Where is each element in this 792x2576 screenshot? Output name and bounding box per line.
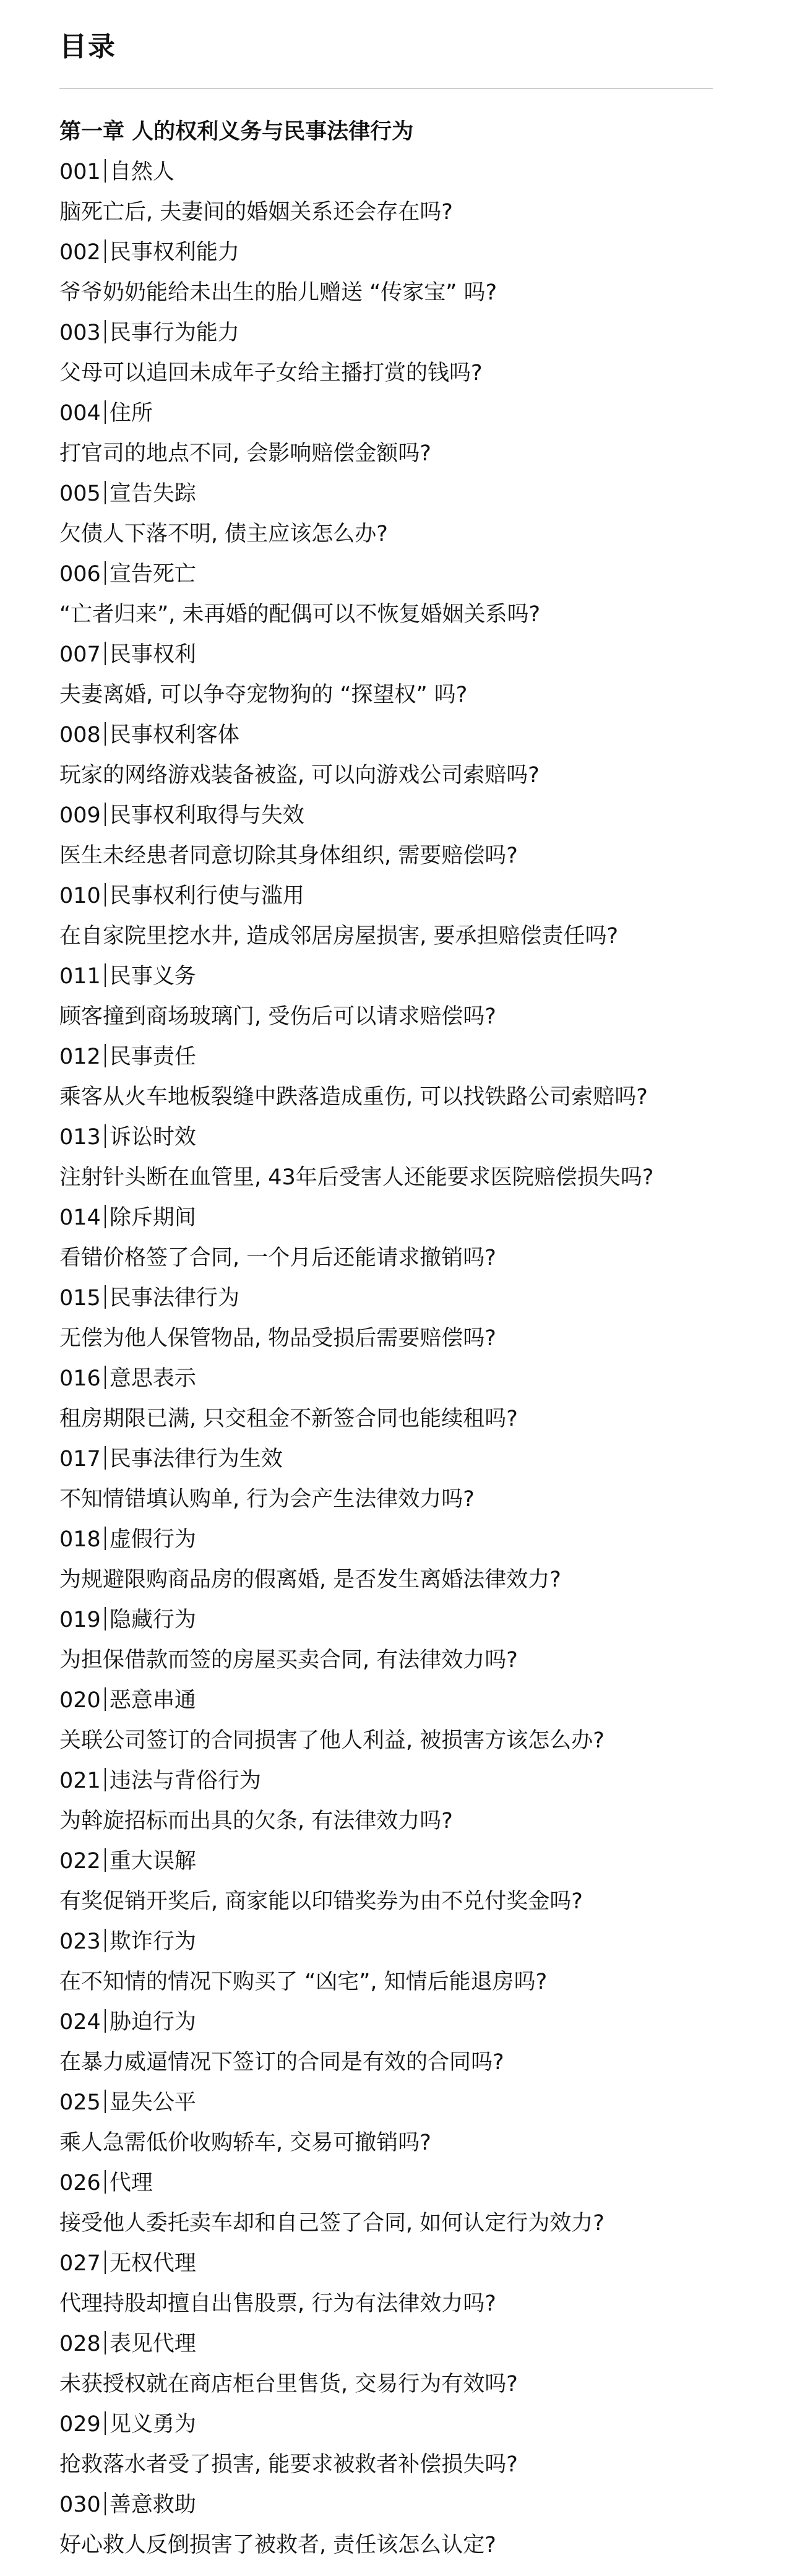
toc-entry-question[interactable]: 未获授权就在商店柜台里售货, 交易行为有效吗? [59,2372,518,2397]
toc-entry-title[interactable] [59,1439,771,1480]
entry-number: 030 [59,2492,101,2517]
entry-number: 006 [59,562,101,587]
entry-number: 019 [59,1608,101,1632]
entry-topic: 显失公平 [109,2090,196,2115]
entry-topic: 民事义务 [109,964,196,989]
toc-entry-question[interactable]: 好心救人反倒损害了被救者, 责任该怎么认定? [59,2533,496,2557]
toc-entry-question[interactable]: “亡者归来”, 未再婚的配偶可以不恢复婚姻关系吗? [59,602,541,627]
entry-number: 007 [59,642,101,667]
entry-number: 013 [59,1125,101,1150]
toc-entry-title[interactable] [59,1600,771,1640]
entry-topic: 民事权利客体 [109,723,239,747]
toc-entry-title[interactable] [59,957,771,997]
entry-separator [105,2170,106,2194]
entry-separator [105,1446,106,1470]
entry-topic: 民事权利取得与失效 [109,803,304,828]
entry-separator [105,159,106,183]
entry-topic: 隐藏行为 [109,1608,196,1632]
entry-separator [105,1687,106,1711]
toc-entry-title[interactable] [59,2244,771,2284]
toc-entry-question[interactable]: 为规避限购商品房的假离婚, 是否发生离婚法律效力? [59,1567,561,1592]
entry-separator [105,2009,106,2033]
entry-topic: 重大误解 [109,1849,196,1874]
toc-entry-title[interactable] [59,2324,771,2364]
toc-entry-title[interactable] [59,635,771,675]
entry-separator [105,239,106,263]
toc-list [59,111,771,2565]
entry-topic: 违法与背俗行为 [109,1768,261,1793]
entry-number: 026 [59,2171,101,2195]
entry-separator [105,1768,106,1791]
toc-entry-title[interactable] [59,2163,771,2203]
entry-number: 020 [59,1688,101,1713]
toc-entry-question[interactable]: 在自家院里挖水井, 造成邻居房屋损害, 要承担赔偿责任吗? [59,924,619,949]
entry-separator [105,1366,106,1389]
entry-number: 010 [59,884,101,908]
entry-separator [105,1285,106,1309]
toc-entry-title[interactable] [59,796,771,836]
toc-entry-title[interactable] [59,394,771,434]
entry-separator [105,642,106,665]
entry-separator [105,2492,106,2515]
entry-topic: 表见代理 [109,2332,196,2356]
entry-separator [105,803,106,826]
toc-entry-title[interactable] [59,554,771,595]
entry-topic: 民事行为能力 [109,321,239,345]
entry-topic: 无权代理 [109,2251,196,2276]
entry-separator [105,2090,106,2113]
entry-separator [105,1848,106,1872]
toc-entry-title[interactable] [59,152,771,192]
entry-topic: 宣告死亡 [109,562,196,587]
entry-topic: 民事责任 [109,1045,196,1069]
toc-entry-title[interactable] [59,1037,771,1077]
entry-topic: 民事权利 [109,642,196,667]
page-title: 目录 [59,31,116,62]
toc-entry-question[interactable]: 打官司的地点不同, 会影响赔偿金额吗? [59,441,431,466]
entry-separator [105,883,106,907]
toc-entry-question[interactable]: 顾客撞到商场玻璃门, 受伤后可以请求赔偿吗? [59,1004,496,1029]
entry-topic: 民事权利行使与滥用 [109,884,304,908]
entry-topic: 虚假行为 [109,1527,196,1552]
title-divider [59,88,713,89]
entry-separator [105,2331,106,2354]
toc-entry-title[interactable] [59,313,771,353]
entry-topic: 代理 [109,2171,153,2195]
toc-entry-question[interactable]: 爷爷奶奶能给未出生的胎儿赠送 “传家宝” 吗? [59,280,497,305]
entry-number: 025 [59,2090,101,2115]
toc-entry-question[interactable]: 租房期限已满, 只交租金不新签合同也能续租吗? [59,1406,518,1431]
toc-entry-question[interactable]: 关联公司签订的合同损害了他人利益, 被损害方该怎么办? [59,1728,605,1753]
chapter-heading[interactable]: 第一章 人的权利义务与民事法律行为 [59,119,414,144]
entry-separator [105,1124,106,1148]
toc-entry-question[interactable]: 有奖促销开奖后, 商家能以印错奖券为由不兑付奖金吗? [59,1889,583,1914]
entry-separator [105,2411,106,2435]
toc-entry-question[interactable]: 乘人急需低价收购轿车, 交易可撤销吗? [59,2130,431,2155]
entry-separator [105,400,106,424]
toc-entry-question[interactable]: 在暴力威逼情况下签订的合同是有效的合同吗? [59,2050,504,2075]
toc-entry-question[interactable]: 在不知情的情况下购买了 “凶宅”, 知情后能退房吗? [59,1970,548,1994]
toc-entry-title[interactable] [59,1278,771,1319]
entry-number: 001 [59,160,101,184]
entry-number: 009 [59,803,101,828]
toc-entry-question[interactable]: 代理持股却擅自出售股票, 行为有法律效力吗? [59,2291,496,2316]
entry-separator [105,1205,106,1228]
entry-number: 024 [59,2010,101,2035]
entry-topic: 恶意串通 [109,1688,196,1713]
toc-entry-title[interactable] [59,715,771,756]
entry-separator [105,2251,106,2274]
entry-topic: 自然人 [109,160,174,184]
toc-entry-question[interactable]: 玩家的网络游戏装备被盗, 可以向游戏公司索赔吗? [59,763,540,788]
entry-topic: 欺诈行为 [109,1929,196,1954]
entry-topic: 除斥期间 [109,1205,196,1230]
entry-number: 028 [59,2332,101,2356]
entry-topic: 见义勇为 [109,2412,196,2437]
toc-entry-title[interactable] [59,1842,771,1882]
toc-entry-title[interactable] [59,1681,771,1721]
entry-number: 023 [59,1929,101,1954]
entry-separator [105,561,106,585]
toc-entry-title[interactable] [59,1520,771,1560]
entry-number: 018 [59,1527,101,1552]
entry-topic: 诉讼时效 [109,1125,196,1150]
toc-entry-title[interactable] [59,233,771,273]
entry-number: 015 [59,1286,101,1311]
entry-number: 011 [59,964,101,989]
toc-entry-title[interactable] [59,1198,771,1238]
toc-entry-title[interactable] [59,474,771,514]
entry-number: 029 [59,2412,101,2437]
entry-number: 017 [59,1447,101,1471]
entry-topic: 民事法律行为生效 [109,1447,283,1471]
entry-topic: 意思表示 [109,1366,196,1391]
entry-topic: 善意救助 [109,2492,196,2517]
entry-topic: 胁迫行为 [109,2010,196,2035]
toc-entry-question[interactable]: 看错价格签了合同, 一个月后还能请求撤销吗? [59,1246,496,1270]
toc-entry-question[interactable]: 接受他人委托卖车却和自己签了合同, 如何认定行为效力? [59,2211,605,2236]
toc-entry-title[interactable] [59,2485,771,2525]
entry-number: 014 [59,1205,101,1230]
entry-number: 021 [59,1768,101,1793]
toc-entry-question[interactable]: 抢救落水者受了损害, 能要求被救者补偿损失吗? [59,2452,518,2477]
toc-entry-question[interactable]: 乘客从火车地板裂缝中跌落造成重伤, 可以找铁路公司索赔吗? [59,1085,648,1109]
entry-separator [105,1044,106,1067]
entry-separator [105,722,106,746]
toc-entry-question[interactable]: 为担保借款而签的房屋买卖合同, 有法律效力吗? [59,1648,518,1673]
entry-separator [105,1929,106,1952]
entry-number: 027 [59,2251,101,2276]
entry-number: 004 [59,401,101,426]
entry-number: 012 [59,1045,101,1069]
entry-topic: 宣告失踪 [109,481,196,506]
entry-separator [105,481,106,504]
toc-entry-question[interactable]: 欠债人下落不明, 债主应该怎么办? [59,522,388,546]
entry-number: 022 [59,1849,101,1874]
toc-entry-title[interactable] [59,1118,771,1158]
toc-entry-question[interactable]: 为斡旋招标而出具的欠条, 有法律效力吗? [59,1809,453,1833]
toc-entry-question[interactable]: 父母可以追回未成年子女给主播打赏的钱吗? [59,361,483,386]
entry-topic: 住所 [109,401,153,426]
toc-entry-question[interactable]: 注射针头断在血管里, 43年后受害人还能要求医院赔偿损失吗? [59,1165,654,1190]
entry-separator [105,963,106,987]
toc-entry-question[interactable]: 医生未经患者同意切除其身体组织, 需要赔偿吗? [59,843,518,868]
entry-number: 003 [59,321,101,345]
entry-separator [105,320,106,343]
entry-separator [105,1527,106,1550]
toc-entry-title[interactable] [59,2002,771,2043]
toc-entry-title[interactable] [59,2083,771,2123]
entry-number: 016 [59,1366,101,1391]
toc-entry-question[interactable]: 无偿为他人保管物品, 物品受损后需要赔偿吗? [59,1326,496,1351]
toc-entry-question[interactable]: 不知情错填认购单, 行为会产生法律效力吗? [59,1487,475,1512]
entry-number: 008 [59,723,101,747]
toc-entry-title[interactable] [59,876,771,916]
toc-entry-title[interactable] [59,1922,771,1962]
toc-entry-title[interactable] [59,2405,771,2445]
entry-separator [105,1607,106,1630]
entry-topic: 民事权利能力 [109,240,239,265]
toc-entry-title[interactable] [59,1359,771,1399]
toc-entry-question[interactable]: 脑死亡后, 夫妻间的婚姻关系还会存在吗? [59,200,453,225]
toc-entry-title[interactable] [59,1761,771,1801]
entry-number: 005 [59,481,101,506]
entry-number: 002 [59,240,101,265]
entry-topic: 民事法律行为 [109,1286,239,1311]
toc-entry-question[interactable]: 夫妻离婚, 可以争夺宠物狗的 “探望权” 吗? [59,683,468,707]
